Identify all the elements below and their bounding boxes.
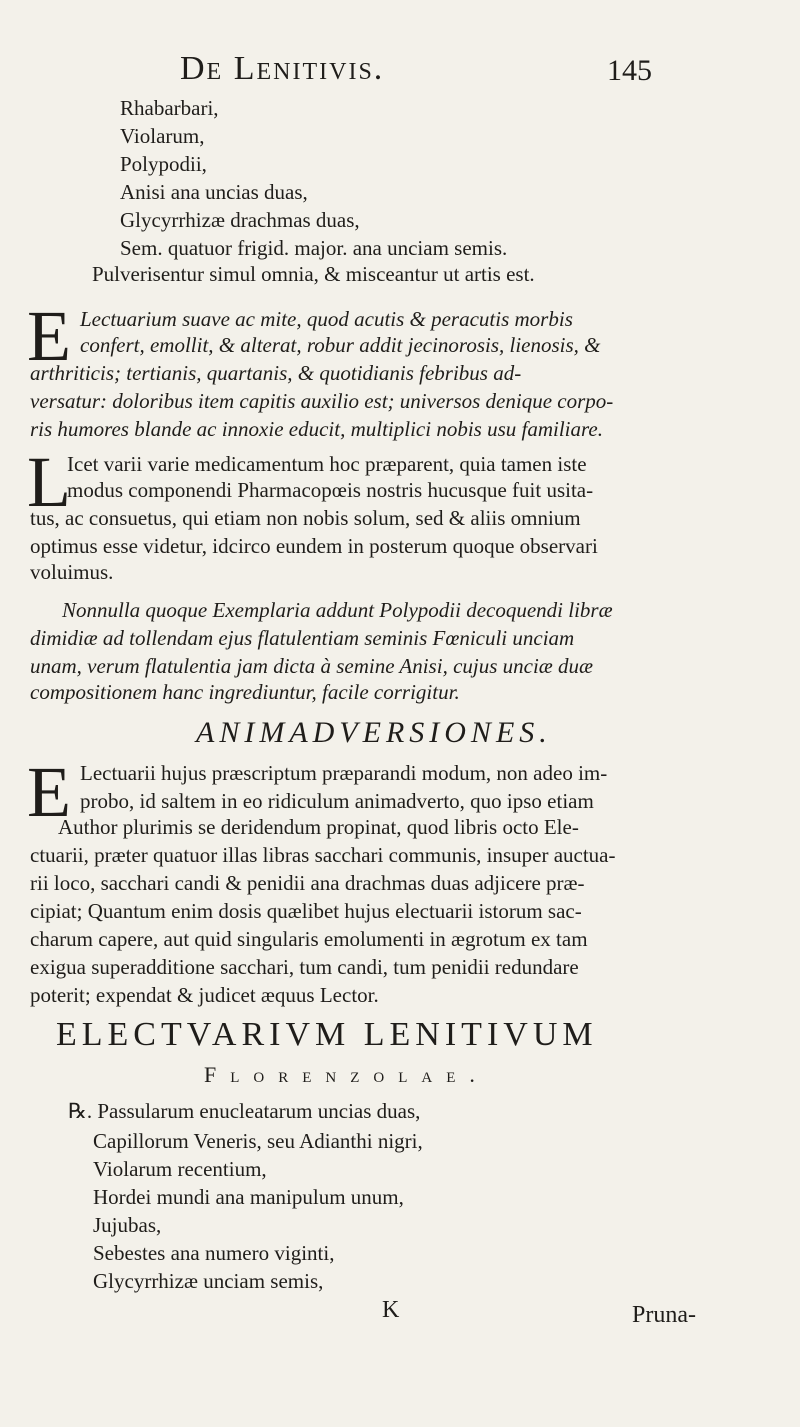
catchword: Pruna-: [632, 1302, 696, 1328]
text-line: Lectuarii hujus præscriptum præparandi modum, non adeo im-: [80, 761, 608, 785]
recipe-line: Jujubas,: [93, 1213, 162, 1237]
text-line: charum capere, aut quid singularis emolumenti in ægrotum ex tam: [30, 927, 588, 951]
recipe-line: Capillorum Veneris, seu Adianthi nigri,: [93, 1129, 423, 1153]
recipe-line: Sem. quatuor frigid. major. ana unciam semis.: [120, 236, 508, 260]
text-line: versatur: doloribus item capitis auxilio est; universos denique corpo-: [30, 389, 614, 413]
drop-cap: E: [27, 296, 71, 376]
running-header: [0, 50, 800, 90]
text-line: Author plurimis se deridendum propinat, quod libris octo Ele-: [58, 815, 579, 839]
signature-mark: K: [382, 1297, 400, 1323]
text-line: exigua superadditione sacchari, tum candi, tum penidii redundare: [30, 955, 579, 979]
text-line: Icet varii varie medicamentum hoc præparent, quia tamen iste: [67, 452, 587, 476]
recipe-line: ℞. Passularum enucleatarum uncias duas,: [68, 1099, 421, 1123]
recipe-line: Sebestes ana numero viginti,: [93, 1241, 335, 1265]
recipe-line: Rhabarbari,: [120, 96, 219, 120]
text-line: modus componendi Pharmacopœis nostris hucusque fuit usita-: [67, 478, 594, 502]
recipe-subtitle: Florenzolae.: [204, 1062, 489, 1087]
recipe-title: ELECTVARIVM LENITIVUM: [56, 1016, 598, 1053]
text-line: poterit; expendat & judicet æquus Lector.: [30, 983, 379, 1007]
recipe-line: Anisi ana uncias duas,: [120, 180, 308, 204]
page-title: De Lenitivis.: [180, 50, 385, 87]
text-line: Lectuarium suave ac mite, quod acutis & peracutis morbis: [80, 307, 573, 331]
page-number: 145: [607, 54, 652, 87]
recipe-line: Glycyrrhizæ unciam semis,: [93, 1269, 324, 1293]
text-line: compositionem hanc ingrediuntur, facile corrigitur.: [30, 680, 460, 704]
text-line: probo, id saltem in eo ridiculum animadverto, quo ipso etiam: [80, 789, 594, 813]
text-line: rii loco, sacchari candi & penidii ana drachmas duas adjicere præ-: [30, 871, 585, 895]
text-line: voluimus.: [30, 560, 114, 584]
text-line: ris humores blande ac innoxie educit, multiplici nobis usu familiare.: [30, 417, 603, 441]
text-line: ctuarii, præter quatuor illas libras sacchari communis, insuper auctua-: [30, 843, 616, 867]
recipe-instruction: Pulverisentur simul omnia, & misceantur ut artis est.: [92, 262, 535, 286]
recipe-line: Violarum recentium,: [93, 1157, 267, 1181]
text-line: Nonnulla quoque Exemplaria addunt Polypodii decoquendi libræ: [62, 598, 613, 622]
text-line: dimidiæ ad tollendam ejus flatulentiam seminis Fœniculi unciam: [30, 626, 575, 650]
text-line: arthriticis; tertianis, quartanis, & quotidianis febribus ad-: [30, 361, 522, 385]
recipe-line: Violarum,: [120, 124, 205, 148]
section-heading: ANIMADVERSIONES.: [196, 716, 552, 749]
text-line: optimus esse videtur, idcirco eundem in posterum quoque observari: [30, 534, 598, 558]
drop-cap: E: [27, 752, 71, 832]
recipe-line: Glycyrrhizæ drachmas duas,: [120, 208, 360, 232]
recipe-line: Polypodii,: [120, 152, 207, 176]
text-line: cipiat; Quantum enim dosis quælibet hujus electuarii istorum sac-: [30, 899, 582, 923]
text-line: confert, emollit, & alterat, robur addit jecinorosis, lienosis, &: [80, 333, 601, 357]
drop-cap: L: [27, 442, 71, 522]
recipe-line: Hordei mundi ana manipulum unum,: [93, 1185, 404, 1209]
text-line: tus, ac consuetus, qui etiam non nobis solum, sed & aliis omnium: [30, 506, 581, 530]
text-line: unam, verum flatulentia jam dicta à semine Anisi, cujus unciæ duæ: [30, 654, 594, 678]
